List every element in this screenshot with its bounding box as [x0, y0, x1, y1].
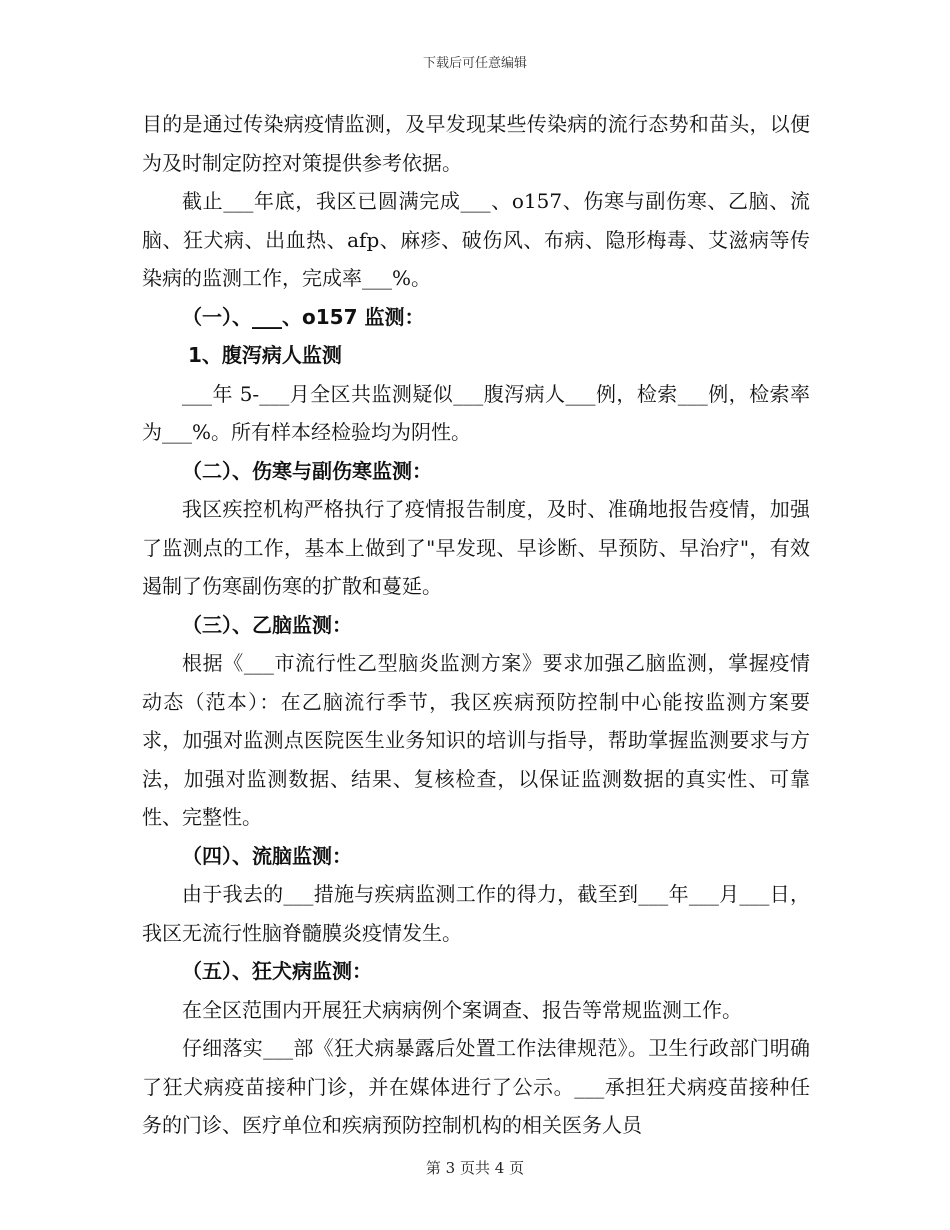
section-heading: （五）、狂犬病监测： — [182, 959, 372, 983]
section-heading: （一）、___、o157 监测： — [182, 304, 425, 329]
document-body — [142, 105, 810, 1145]
paragraph: 截止___年底，我区已圆满完成___、o157、伤寒与副伤寒、乙脑、流脑、狂犬病、出血热、afp、麻疹、破伤风、布病、隐形梅毒、艾滋病等传染病的监测工作，完成率___%。 — [142, 189, 810, 290]
section-heading: （三）、乙脑监测： — [182, 612, 352, 637]
section-heading: （四）、流脑监测： — [182, 843, 352, 868]
paragraph: 目的是通过传染病疫情监测，及早发现某些传染病的流行态势和苗头，以便为及时制定防控对策提供参考依据。 — [142, 112, 810, 175]
paragraph: 在全区范围内开展狂犬病病例个案调查、报告等常规监测工作。 — [182, 997, 742, 1022]
page-header: 下载后可任意编辑 — [422, 56, 527, 71]
section-heading: （二）、伤寒与副伤寒监测： — [182, 458, 432, 483]
paragraph: 由于我去的___措施与疾病监测工作的得力，截至到___年___月___日，我区无流行性脑脊髓膜炎疫情发生。 — [142, 882, 810, 945]
paragraph: ___年 5-___月全区共监测疑似___腹泻病人___例，检索___例，检索率为___%。所有样本经检验均为阴性。 — [142, 381, 810, 444]
subsection-heading: 1、腹泻病人监测 — [188, 343, 342, 367]
paragraph: 我区疾控机构严格执行了疫情报告制度，及时、准确地报告疫情，加强了监测点的工作，基本上做到了"早发现、早诊断、早预防、早治疗"，有效遏制了伤寒副伤寒的扩散和蔓延。 — [142, 497, 810, 598]
paragraph: 仔细落实___部《狂犬病暴露后处置工作法律规范》。卫生行政部门明确了狂犬病疫苗接种门诊，并在媒体进行了公示。___承担狂犬病疫苗接种任务的门诊、医疗单位和疾病预防控制机构的相关医务人员 — [142, 1036, 810, 1137]
page-footer: 第 3 页共 4 页 — [425, 1159, 525, 1177]
paragraph: 根据《___市流行性乙型脑炎监测方案》要求加强乙脑监测，掌握疫情动态（范本）：在乙脑流行季节，我区疾病预防控制中心能按监测方案要求，加强对监测点医院医生业务知识的培训与指导，帮助掌握监测要求与方法，加强对监测数据、结果、复核检查，以保证监测数据的真实性、可靠性、完整性。 — [142, 651, 810, 829]
